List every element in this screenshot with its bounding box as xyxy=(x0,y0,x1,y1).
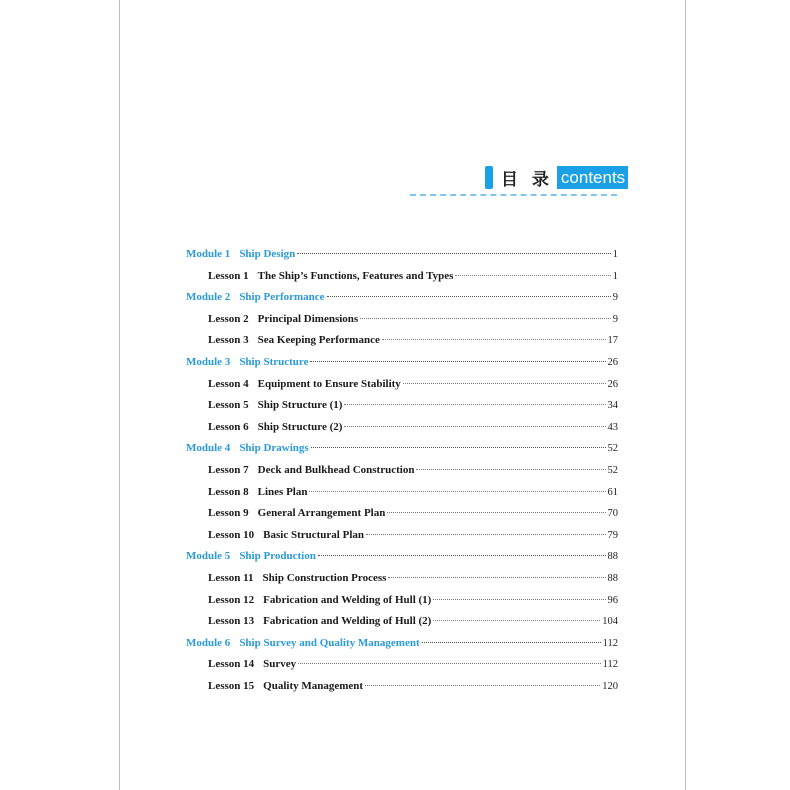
module-title: Ship Design xyxy=(239,248,296,260)
lesson-title: Fabrication and Welding of Hull (1) xyxy=(263,593,432,606)
dot-leader xyxy=(455,275,610,276)
page-number: 112 xyxy=(602,659,618,671)
module-number: Module 4 xyxy=(186,442,231,455)
page-number: 9 xyxy=(612,292,618,304)
page-number: 26 xyxy=(607,356,618,368)
lesson-title: General Arrangement Plan xyxy=(257,507,386,520)
lesson-number: Lesson 4 xyxy=(208,377,249,390)
toc-lesson-row[interactable] xyxy=(186,611,618,633)
lesson-title: The Ship’s Functions, Features and Types xyxy=(257,269,454,282)
dot-leader xyxy=(298,663,600,664)
page-number: 79 xyxy=(607,529,618,541)
module-title: Ship Drawings xyxy=(239,442,309,455)
toc-lesson-row[interactable] xyxy=(186,330,618,352)
toc-lesson-row[interactable] xyxy=(186,482,618,504)
toc-module-row[interactable] xyxy=(186,352,618,374)
toc-module-row[interactable] xyxy=(186,546,618,568)
dot-leader xyxy=(387,512,605,513)
heading-dashed-rule xyxy=(410,194,617,196)
dot-leader xyxy=(422,642,601,643)
dot-leader xyxy=(382,339,606,340)
lesson-title: Quality Management xyxy=(263,679,364,692)
heading-chinese: 目 录 xyxy=(501,169,553,190)
dot-leader xyxy=(365,685,600,686)
lesson-title: Principal Dimensions xyxy=(257,312,359,325)
dot-leader xyxy=(297,253,610,254)
module-number: Module 2 xyxy=(186,291,231,304)
lesson-number: Lesson 8 xyxy=(208,485,249,498)
toc-lesson-row[interactable] xyxy=(186,568,618,590)
lesson-title: Deck and Bulkhead Construction xyxy=(257,463,415,476)
page-number: 104 xyxy=(602,616,618,628)
page-number: 43 xyxy=(607,421,618,433)
lesson-title: Equipment to Ensure Stability xyxy=(257,377,401,390)
lesson-title: Basic Structural Plan xyxy=(263,528,364,541)
toc-lesson-row[interactable] xyxy=(186,676,618,698)
toc-module-row[interactable] xyxy=(186,438,618,460)
page-number: 112 xyxy=(602,637,618,649)
page-number: 96 xyxy=(607,594,618,606)
module-title: Ship Performance xyxy=(239,291,325,304)
dot-leader xyxy=(344,404,605,405)
dot-leader xyxy=(433,620,600,621)
toc-lesson-row[interactable] xyxy=(186,309,618,331)
page-edge-right xyxy=(685,0,686,790)
module-number: Module 3 xyxy=(186,355,231,368)
dot-leader xyxy=(403,383,606,384)
dot-leader xyxy=(310,361,605,362)
module-title: Ship Structure xyxy=(239,355,309,368)
lesson-title: Survey xyxy=(263,658,297,671)
module-number: Module 5 xyxy=(186,550,231,563)
page-edge-left xyxy=(119,0,120,790)
module-number: Module 6 xyxy=(186,636,231,649)
page-number: 9 xyxy=(612,313,618,325)
dot-leader xyxy=(366,534,606,535)
table-of-contents xyxy=(186,244,618,697)
page-number: 120 xyxy=(602,680,618,692)
lesson-number: Lesson 2 xyxy=(208,312,249,325)
dot-leader xyxy=(318,555,606,556)
lesson-number: Lesson 14 xyxy=(208,658,255,671)
lesson-title: Ship Structure (1) xyxy=(257,399,343,412)
toc-lesson-row[interactable] xyxy=(186,590,618,612)
page-number: 1 xyxy=(612,249,618,260)
lesson-number: Lesson 13 xyxy=(208,615,255,628)
lesson-title: Fabrication and Welding of Hull (2) xyxy=(263,615,432,628)
page-number: 88 xyxy=(607,572,618,584)
dot-leader xyxy=(388,577,605,578)
contents-heading xyxy=(485,165,628,189)
lesson-title: Ship Construction Process xyxy=(262,571,387,584)
heading-accent-bar xyxy=(485,166,493,189)
page-number: 61 xyxy=(607,486,618,498)
page-number: 1 xyxy=(612,270,618,282)
module-title: Ship Production xyxy=(239,550,316,563)
lesson-number: Lesson 11 xyxy=(208,571,254,584)
toc-lesson-row[interactable] xyxy=(186,374,618,396)
page-number: 26 xyxy=(607,378,618,390)
dot-leader xyxy=(309,491,605,492)
page-number: 52 xyxy=(607,464,618,476)
dot-leader xyxy=(311,447,606,448)
toc-module-row[interactable] xyxy=(186,244,618,266)
lesson-number: Lesson 15 xyxy=(208,679,255,692)
page-number: 70 xyxy=(607,508,618,520)
lesson-title: Lines Plan xyxy=(257,485,308,498)
module-number: Module 1 xyxy=(186,248,231,260)
toc-lesson-row[interactable] xyxy=(186,417,618,439)
toc-module-row[interactable] xyxy=(186,633,618,655)
lesson-number: Lesson 7 xyxy=(208,463,249,476)
dot-leader xyxy=(416,469,605,470)
toc-lesson-row[interactable] xyxy=(186,503,618,525)
toc-lesson-row[interactable] xyxy=(186,266,618,288)
lesson-number: Lesson 12 xyxy=(208,593,255,606)
page-number: 17 xyxy=(607,335,618,347)
lesson-number: Lesson 10 xyxy=(208,528,255,541)
page-number: 52 xyxy=(607,443,618,455)
lesson-number: Lesson 1 xyxy=(208,269,249,282)
toc-lesson-row[interactable] xyxy=(186,460,618,482)
toc-module-row[interactable] xyxy=(186,287,618,309)
dot-leader xyxy=(327,296,611,297)
lesson-number: Lesson 5 xyxy=(208,399,249,412)
toc-lesson-row[interactable] xyxy=(186,395,618,417)
lesson-number: Lesson 6 xyxy=(208,420,249,433)
lesson-number: Lesson 3 xyxy=(208,334,249,347)
lesson-number: Lesson 9 xyxy=(208,507,249,520)
module-title: Ship Survey and Quality Management xyxy=(239,636,420,649)
toc-lesson-row[interactable] xyxy=(186,654,618,676)
heading-english: contents xyxy=(557,166,628,189)
dot-leader xyxy=(344,426,605,427)
toc-lesson-row[interactable] xyxy=(186,525,618,547)
lesson-title: Sea Keeping Performance xyxy=(257,334,380,347)
dot-leader xyxy=(360,318,611,319)
page-number: 88 xyxy=(607,551,618,563)
dot-leader xyxy=(433,599,605,600)
lesson-title: Ship Structure (2) xyxy=(257,420,343,433)
page-number: 34 xyxy=(607,400,618,412)
